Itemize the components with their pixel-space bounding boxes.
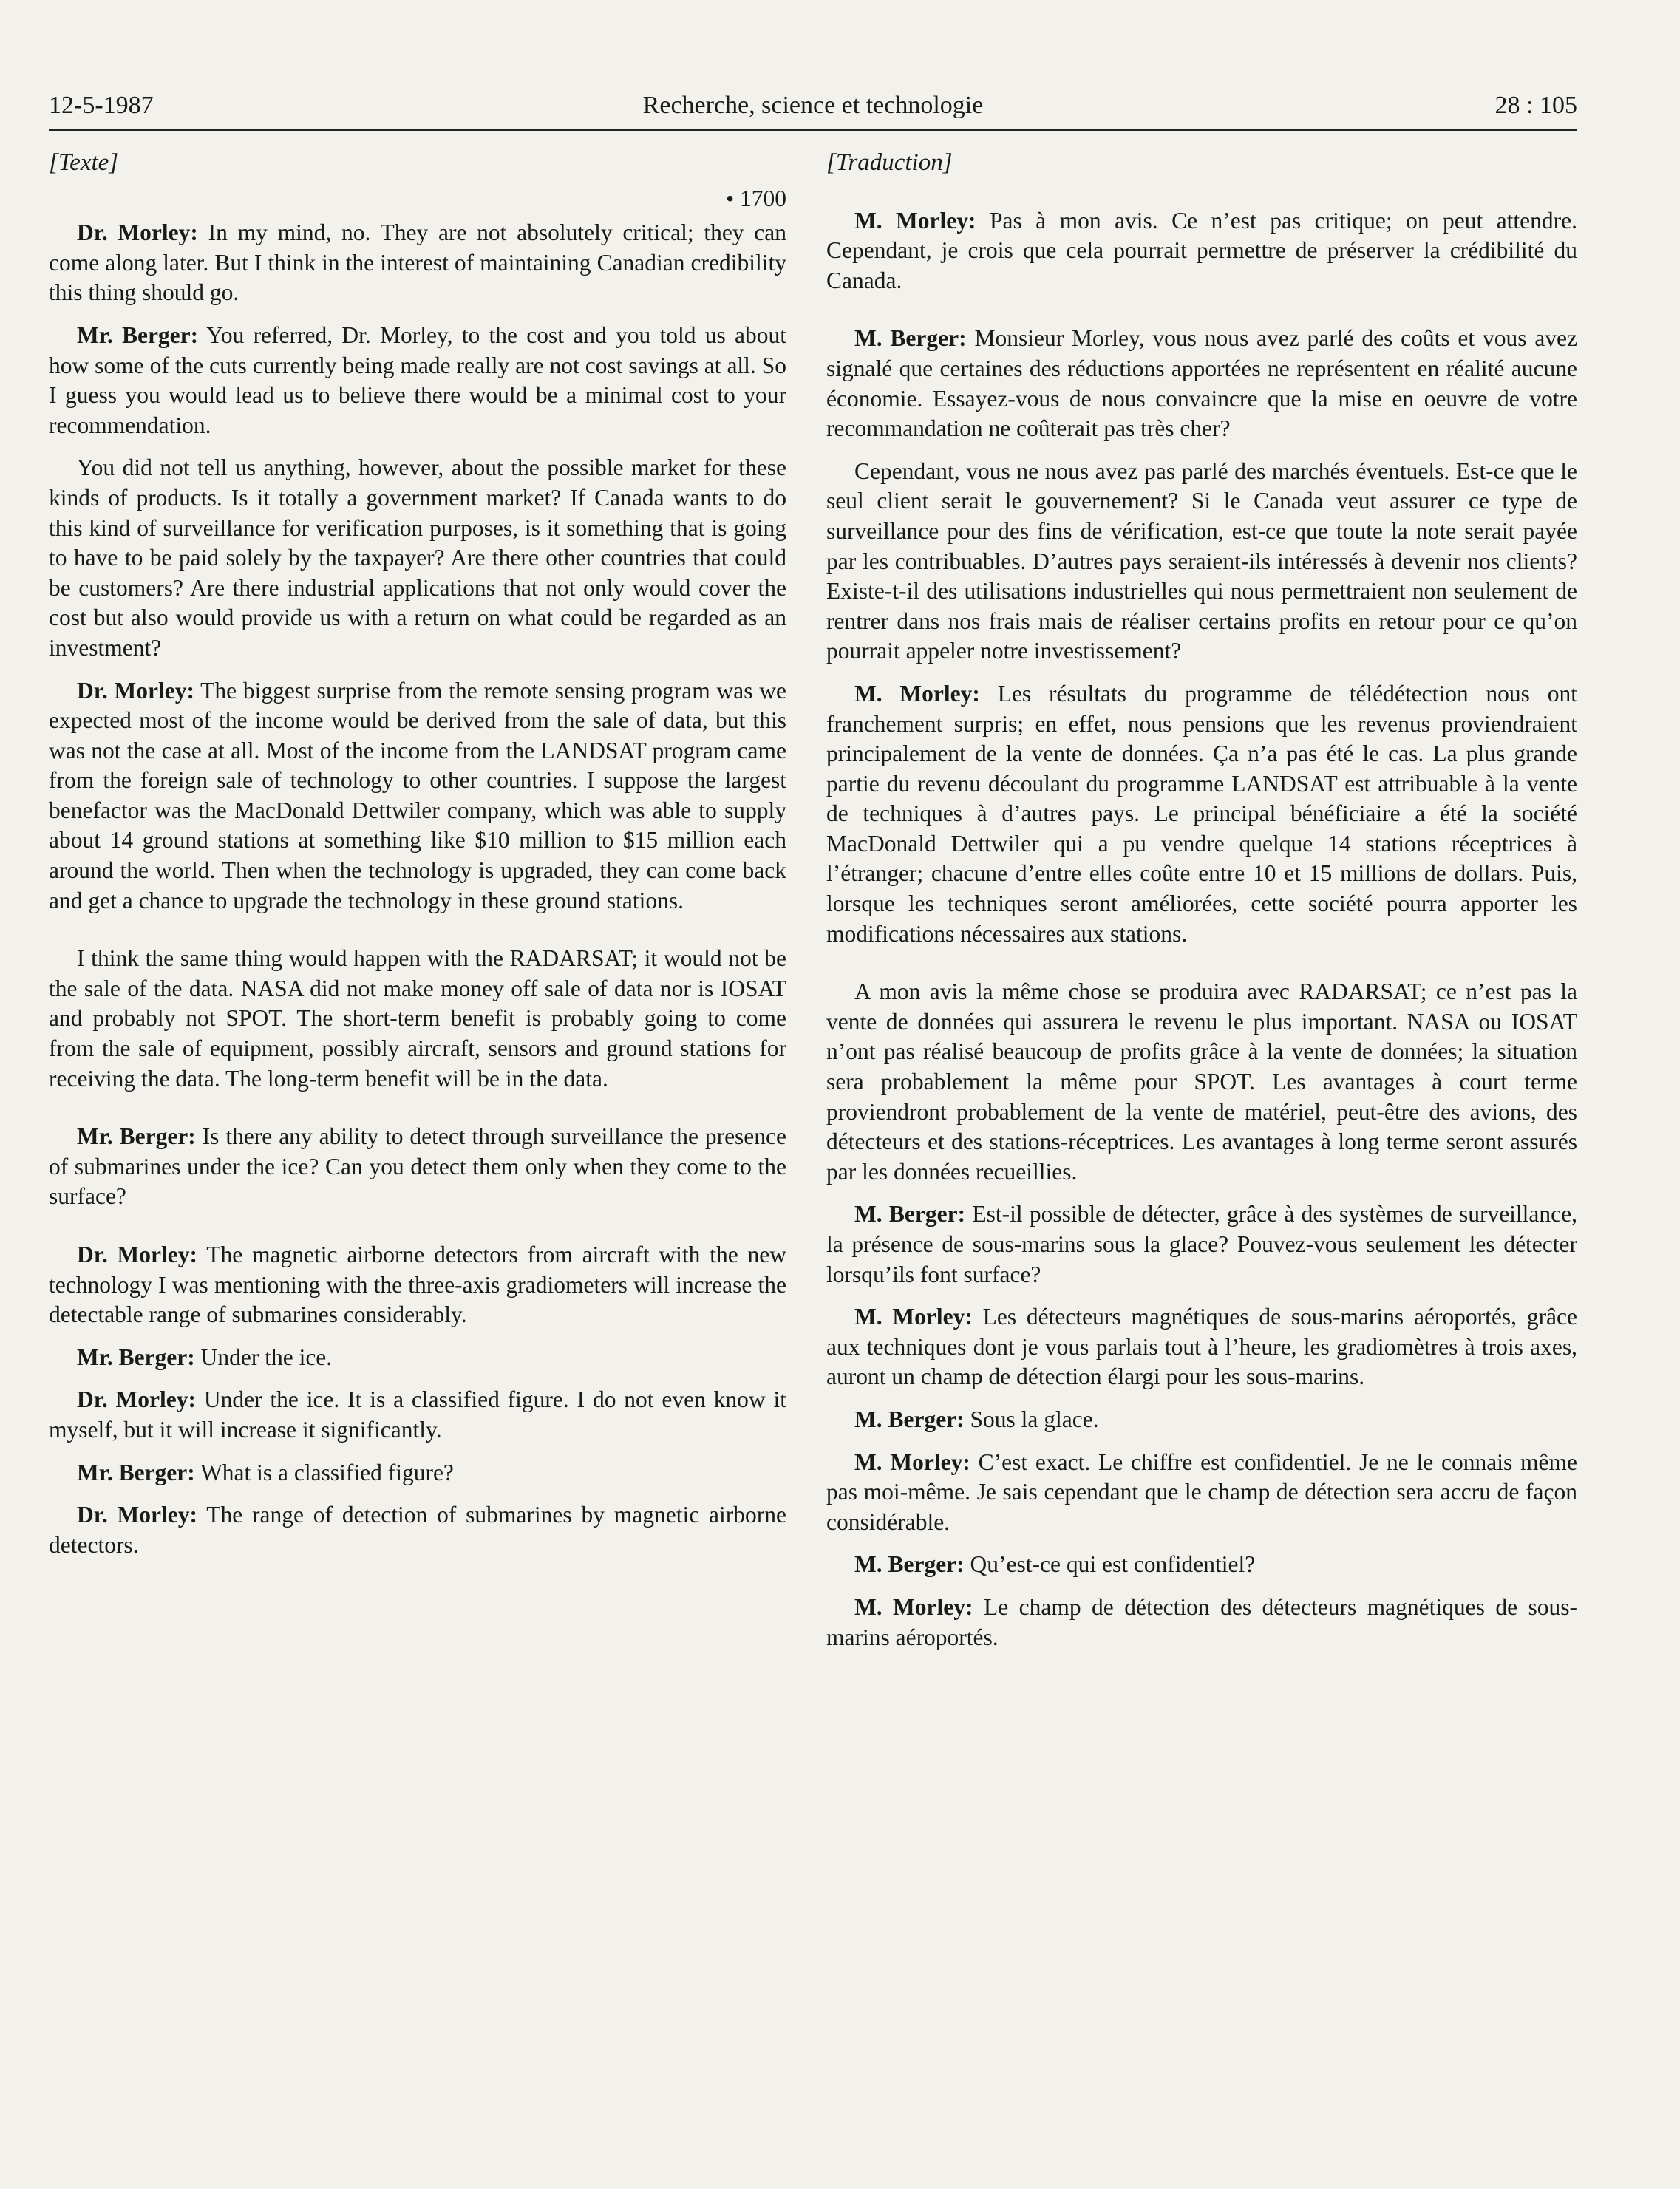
paragraph xyxy=(826,206,1577,296)
header-date: 12-5-1987 xyxy=(49,92,154,119)
speaker-name: Mr. Berger: xyxy=(77,1123,196,1150)
speaker-name: Dr. Morley: xyxy=(77,1502,197,1528)
speaker-name: M. Berger: xyxy=(854,1406,965,1432)
paragraph-text: You referred, Dr. Morley, to the cost and you told us about how some of the cuts currently being made really are not cost savings at all. So I guess you would lead us to believe there would be a minimal cost to your recommendation. xyxy=(49,321,786,438)
paragraph-text: The magnetic airborne detectors from aircraft with the new technology I was mentioning with the three-axis gradiometers will increase the detectable range of submarines considerably. xyxy=(49,1242,787,1328)
header-title: Recherche, science et technologie xyxy=(642,92,984,119)
paragraph xyxy=(826,324,1577,443)
paragraph xyxy=(49,1343,786,1373)
paragraph-text: I think the same thing would happen with the RADARSAT; it would not be the sale of the data. NASA did not make money off sale of data nor is IOSAT and probably not SPOT. The short-term benefit is probably going to come from the sale of equipment, possibly aircraft, sensors and ground stations for receiving the data. The long-term benefit will be in the data. xyxy=(49,945,786,1092)
speaker-name: Dr. Morley: xyxy=(77,677,194,704)
speaker-name: M. Morley: xyxy=(854,1304,973,1330)
speaker-name: Dr. Morley: xyxy=(77,1242,197,1267)
speaker-name: M. Berger: xyxy=(854,1201,966,1228)
paragraph xyxy=(49,1122,786,1212)
paragraph xyxy=(826,1302,1577,1392)
paragraph-text: The range of detection of submarines by magnetic airborne detectors. xyxy=(49,1502,786,1558)
paragraph-text: Qu’est-ce qui est confidentiel? xyxy=(970,1551,1256,1578)
paragraph-text: You did not tell us anything, however, about the possible market for these kinds of products. Is it totally a government market? If Canada wants to do this kind of surveillance for verification purposes, is it something that is going to have to be paid solely by the taxpayer? Are there other countries that could be customers? Are there industrial applications that not only would cover the cost but also would provide us with a return on what could be regarded as an investment? xyxy=(49,455,786,661)
paragraph xyxy=(826,1448,1577,1538)
paragraph xyxy=(49,1240,786,1330)
paragraph-text: Les résultats du programme de télédétection nous ont franchement surpris; en effet, nous pensions que les revenus proviendraient principalement de la vente de données. Ça n’a pas été le cas. La plus grande partie du revenu découlant du programme LANDSAT est attribuable à la vente de techniques à d’autres pays. Le principal bénéficiaire a été la société MacDonald Dettwiler qui a pu vendre quelque 14 stations réceptrices à l’étranger; chacune d’entre elles coûte entre 10 et 15 millions de dollars. Puis, lorsque les techniques seront améliorées, cette société pourra apporter les modifications nécessaires aux stations. xyxy=(826,680,1578,947)
paragraph xyxy=(49,676,786,916)
speaker-name: M. Berger: xyxy=(854,325,967,352)
paragraph xyxy=(826,1405,1577,1435)
paragraph xyxy=(49,944,786,1094)
speaker-name: Dr. Morley: xyxy=(77,219,198,246)
french-column xyxy=(826,148,1577,1665)
paragraph-text: Le champ de détection des détecteurs magnétiques de sous-marins aéroportés. xyxy=(826,1593,1578,1650)
page-header xyxy=(49,87,1577,131)
paragraph-text: Is there any ability to detect through surveillance the presence of submarines under the ice? Can you detect them only when they come to the surface? xyxy=(49,1123,787,1210)
speaker-name: Mr. Berger: xyxy=(77,1344,195,1370)
speaker-name: M. Berger: xyxy=(854,1551,965,1578)
paragraph-text: Pas à mon avis. Ce n’est pas critique; on peut attendre. Cependant, je crois que cela pourrait permettre de préserver la crédibilité du Canada. xyxy=(826,207,1578,293)
header-page-number: 28 : 105 xyxy=(1494,92,1577,119)
paragraph xyxy=(49,1385,786,1445)
speaker-name: M. Morley: xyxy=(854,1448,970,1475)
column-label-texte: [Texte] xyxy=(49,149,119,176)
speaker-name: Mr. Berger: xyxy=(77,321,199,348)
paragraph xyxy=(826,977,1577,1187)
speaker-name: M. Morley: xyxy=(854,207,976,234)
paragraph-text: Under the ice. It is a classified figure. I do not even know it myself, but it will increase it significantly. xyxy=(49,1386,787,1443)
speaker-name: M. Morley: xyxy=(854,1593,973,1620)
paragraph-text: Cependant, vous ne nous avez pas parlé des marchés éventuels. Est-ce que le seul client serait le gouvernement? Si le Canada veut assurer ce type de surveillance pour des fins de vérification, est-ce que toute la note serait payée par les contribuables. D’autres pays seraient-ils intéressés à devenir nos clients? Existe-t-il des utilisations industrielles qui nous permettraient non seulement de rentrer dans nos frais mais de réaliser certains profits en retour pour ce qu’on pourrait appeler notre investissement? xyxy=(826,457,1577,664)
paragraph-text: What is a classified figure? xyxy=(200,1459,454,1485)
paragraph xyxy=(49,453,786,663)
paragraph-text: In my mind, no. They are not absolutely critical; they can come along later. But I think in the interest of maintaining Canadian credibility this thing should go. xyxy=(49,219,787,306)
paragraph xyxy=(49,1500,786,1560)
time-marker: • 1700 xyxy=(726,185,786,211)
paragraph xyxy=(826,1199,1577,1290)
speaker-name: M. Morley: xyxy=(854,680,980,707)
paragraph xyxy=(826,1550,1577,1580)
speaker-name: Mr. Berger: xyxy=(77,1459,195,1485)
paragraph-text: Monsieur Morley, vous nous avez parlé des coûts et vous avez signalé que certaines des réductions apportées ne représentent en réalité aucune économie. Essayez-vous de nous convaincre que la mise en oeuvre de votre recommandation ne coûterait pas très cher? xyxy=(826,325,1578,442)
paragraph xyxy=(826,679,1577,949)
speaker-name: Dr. Morley: xyxy=(77,1386,196,1413)
paragraph xyxy=(826,457,1577,667)
paragraph xyxy=(49,218,786,308)
paragraph xyxy=(49,1458,786,1488)
paragraph-text: C’est exact. Le chiffre est confidentiel. Je ne le connais même pas moi-même. Je sais cependant que le champ de détection sera accru de façon considérable. xyxy=(826,1448,1577,1535)
column-label-traduction: [Traduction] xyxy=(826,149,953,176)
paragraph-text: A mon avis la même chose se produira avec RADARSAT; ce n’est pas la vente de données qui assurera le revenu le plus important. NASA ou IOSAT n’ont pas réalisé beaucoup de profits grâce à la vente de données; la situation sera probablement la même pour SPOT. Les avantages à court terme proviendront probablement de la vente de matériel, peut-être des avions, des détecteurs et des stations-réceptrices. Les avantages à long terme seront assurés par les données recueillies. xyxy=(826,978,1577,1185)
paragraph-text: Les détecteurs magnétiques de sous-marins aéroportés, grâce aux techniques dont je vous parlais tout à l’heure, les gradiomètres à trois axes, auront un champ de détection élargi pour les sous-marins. xyxy=(826,1304,1577,1390)
paragraph-text: Est-il possible de détecter, grâce à des systèmes de surveillance, la présence de sous-marins sous la glace? Pouvez-vous seulement les détecter lorsqu’ils font surface? xyxy=(826,1201,1578,1287)
english-column xyxy=(49,148,786,1573)
paragraph-text: The biggest surprise from the remote sensing program was we expected most of the income would be derived from the sale of data, but this was not the case at all. Most of the income from the LANDSAT program came from the foreign sale of technology to other countries. I suppose the largest benefactor was the MacDonald Dettwiler company, which was able to supply about 14 ground stations at something like $10 million to $15 million each around the world. Then when the technology is upgraded, they can come back and get a chance to upgrade the technology in these ground stations. xyxy=(49,677,786,913)
paragraph-text: Sous la glace. xyxy=(970,1406,1099,1432)
paragraph xyxy=(826,1593,1577,1652)
paragraph-text: Under the ice. xyxy=(200,1344,333,1370)
paragraph xyxy=(49,321,786,440)
